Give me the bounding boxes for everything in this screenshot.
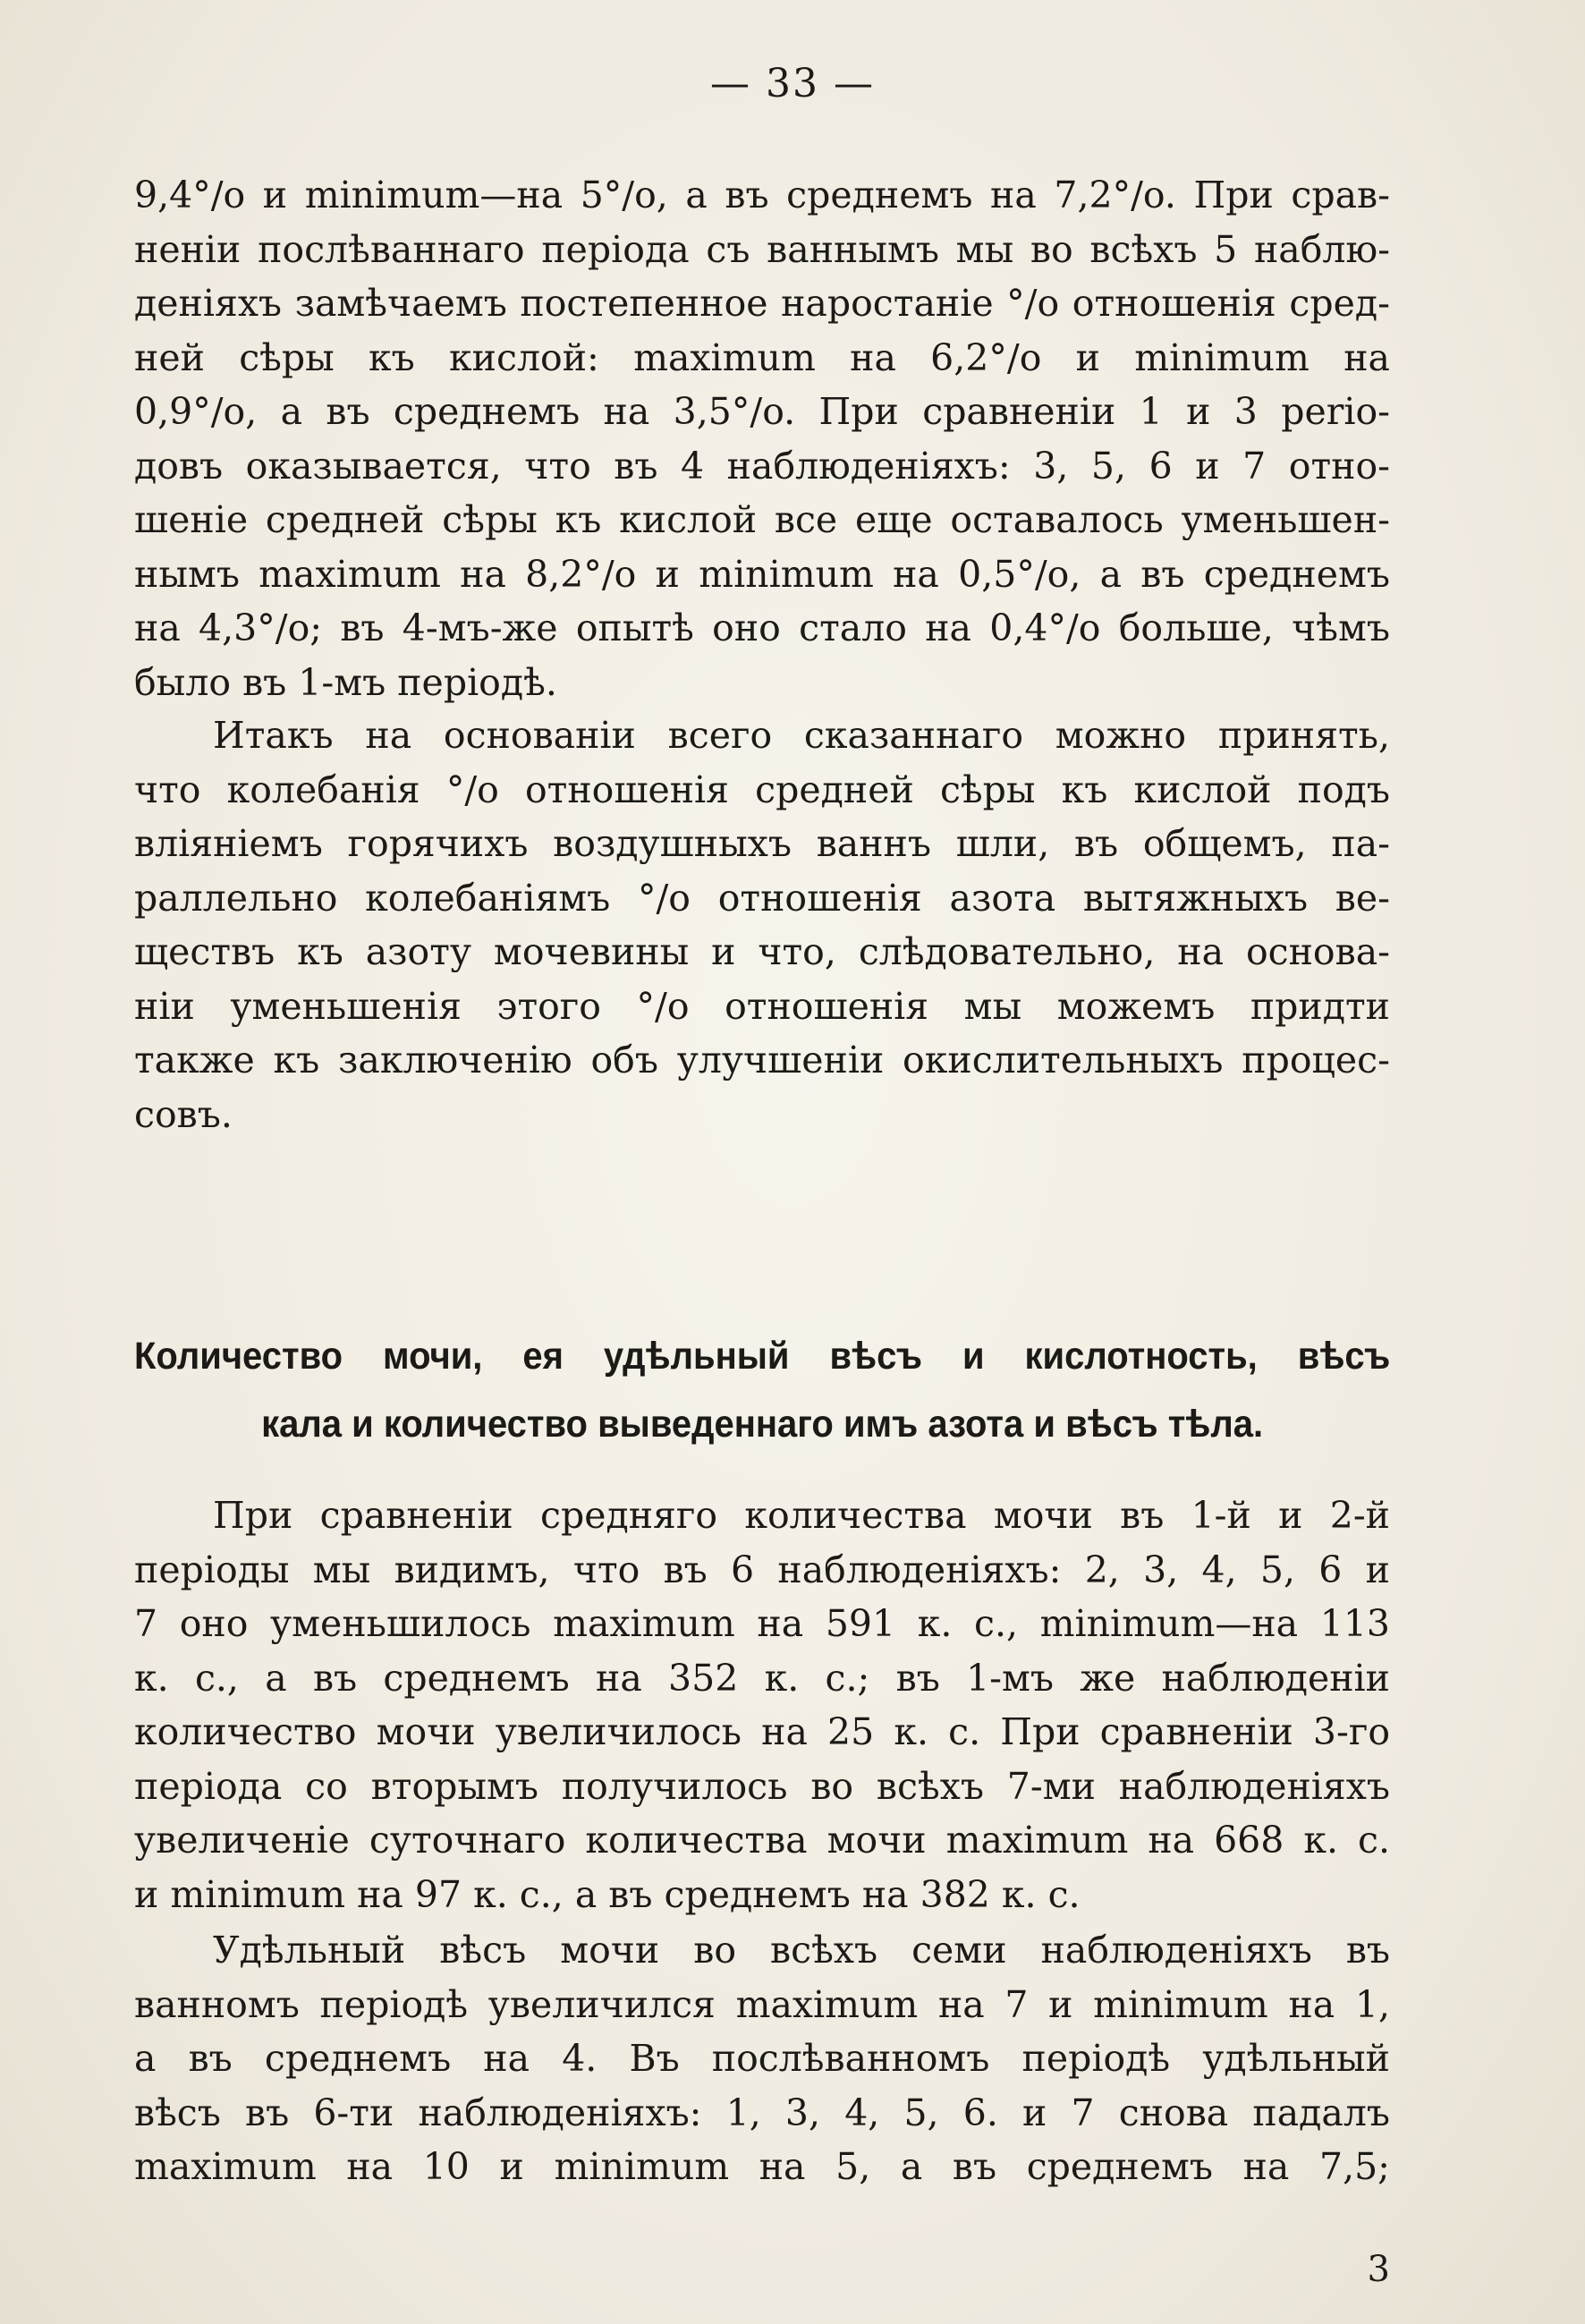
text-line: а въ среднемъ на 4. Въ послѣванномъ періодѣ удѣльный	[134, 2037, 1390, 2080]
text-line: увеличеніе суточнаго количества мочи maximum на 668 к. с.	[134, 1819, 1390, 1862]
text-line: неніи послѣваннаго періода съ ваннымъ мы во всѣхъ 5 наблю-	[134, 227, 1390, 271]
text-line: 7 оно уменьшилось maximum на 591 к. с., minimum—на 113	[134, 1602, 1390, 1645]
signature-mark: 3	[1367, 2249, 1390, 2290]
text-line: на 4,3°/o; въ 4-мъ-же опытѣ оно стало на 0,4°/o больше, чѣмъ	[134, 606, 1390, 649]
text-line: что колебанія °/o отношенія средней сѣры къ кислой подъ	[134, 768, 1390, 811]
section-heading	[134, 1322, 1391, 1458]
text-line: вліяніемъ горячихъ воздушныхъ ваннъ шли, въ общемъ, па-	[134, 822, 1390, 865]
text-line: деніяхъ замѣчаемъ постепенное наростаніе °/o отношенія сред-	[134, 282, 1390, 325]
text-line: совъ.	[134, 1092, 233, 1136]
text-line: к. с., а въ среднемъ на 352 к. с.; въ 1-мъ же наблюденіи	[134, 1656, 1390, 1700]
text-line: періоды мы видимъ, что въ 6 наблюденіяхъ: 2, 3, 4, 5, 6 и	[134, 1548, 1390, 1591]
text-line: 0,9°/o, а въ среднемъ на 3,5°/o. При сравненіи 1 и 3 perio-	[134, 390, 1390, 433]
text-line: количество мочи увеличилось на 25 к. с. При сравненіи 3-го	[134, 1710, 1390, 1753]
text-line: 9,4°/o и minimum—на 5°/o, а въ среднемъ на 7,2°/o. При срав-	[134, 174, 1390, 216]
text-line: шеніе средней сѣры къ кислой все еще оставалось уменьшен-	[134, 498, 1390, 541]
text-line: Удѣльный вѣсъ мочи во всѣхъ семи наблюденіяхъ въ	[213, 1929, 1390, 1972]
text-line: и minimum на 97 к. с., а въ среднемъ на 382 к. с.	[134, 1872, 1081, 1916]
paragraph-1	[134, 168, 1390, 709]
text-line: довъ оказывается, что въ 4 наблюденіяхъ: 3, 5, 6 и 7 отно-	[134, 444, 1390, 488]
text-line: ществъ къ азоту мочевины и что, слѣдовательно, на основа-	[134, 930, 1390, 973]
text-line: ней сѣры къ кислой: maximum на 6,2°/o и minimum на	[134, 335, 1390, 379]
text-line: было въ 1-мъ періодѣ.	[134, 660, 557, 704]
paragraph-3	[134, 1489, 1390, 1921]
page-number: — 33 —	[710, 61, 875, 106]
heading-line: кала и количество выведеннаго имъ азота и вѣсъ тѣла.	[261, 1403, 1264, 1446]
text-line: При сравненіи средняго количества мочи въ 1-й и 2-й	[213, 1494, 1390, 1537]
text-line: Итакъ на основаніи всего сказаннаго можно принять,	[213, 714, 1390, 757]
heading-line: Количество мочи, ея удѣльный вѣсъ и кислотность, вѣсъ	[134, 1335, 1391, 1378]
text-line: нымъ maximum на 8,2°/o и minimum на 0,5°/o, а въ среднемъ	[134, 552, 1390, 596]
text-line: также къ заключенію объ улучшеніи окислительныхъ процес-	[134, 1039, 1390, 1081]
paragraph-2	[134, 708, 1390, 1141]
text-line: періода со вторымъ получилось во всѣхъ 7-ми наблюденіяхъ	[134, 1764, 1390, 1808]
text-line: maximum на 10 и minimum на 5, а въ среднемъ на 7,5;	[134, 2145, 1390, 2188]
text-line: ніи уменьшенія этого °/o отношенія мы можемъ придти	[134, 984, 1390, 1028]
paragraph-4	[134, 1923, 1390, 2194]
text-line: раллельно колебаніямъ °/o отношенія азота вытяжныхъ ве-	[134, 876, 1390, 920]
text-line: ванномъ періодѣ увеличился maximum на 7 и minimum на 1,	[134, 1982, 1390, 2026]
text-line: вѣсъ въ 6-ти наблюденіяхъ: 1, 3, 4, 5, 6. и 7 снова падалъ	[134, 2091, 1390, 2134]
